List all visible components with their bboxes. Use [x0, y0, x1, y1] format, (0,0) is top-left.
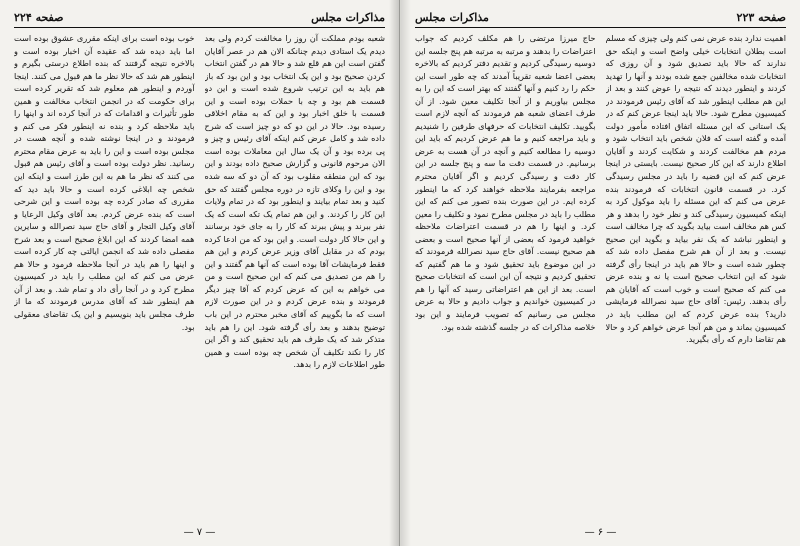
right-col-right-text: اهمیت ندارد بنده عرض نمی کنم ولی چیزی که مسلم است بطلان انتخابات خیلی واضح است و اینکه حق ندارند که حالا باید تصدیق شود و آن روزی که انتخابات شده مخالفین جمع شده بودند و آنها را تهدید کردند و اینطور دیدند که نتیجه را عوض کنند و بعد از این هم مطلب اینطور شد که آقای رئیس فرمودند در کمیسیون مطرح شود. حالا باید اینجا عرض کنم که در یک استانی که این مسئله اتفاق افتاده مأمور دولت آمده و گفته است که فلان شخص باید انتخاب شود و مردم هم مخالفت کردند و شکایت کردند و آقایان اطلاع دارند که این کار صحیح نیست. بایستی در اینجا عرض کنم که این قضیه را باید در مجلس رسیدگی کرد. در قسمت قانون انتخابات که فرمودند بنده عرض می کنم که این مسئله را باید موکول کرد به اینکه کمیسیون رسیدگی کند و نظر خود را بدهد و هر کس هم مخالف است بیاید بگوید که چرا مخالف است و اینطور نباشد که یک نفر بیاید و بگوید این صحیح نیست. و بعد از آن هم شرح مفصل داده شد که چطور شده است و حالا هم باید در اینجا رأی گرفته شود که این انتخاب صحیح است یا نه و بنده عرض می کنم که صحیح است و خوب است که آقایان هم رأی بدهند. رئیس: آقای حاج سید نصرالله فرمایشی دارید؟ بنده عرض کردم که این مطلب باید در کمیسیون بماند و من هم آنجا عرض خواهم کرد و حالا هم تقاضا دارم که رأی بگیرید. [605, 33, 786, 345]
right-header-rule [415, 27, 786, 28]
left-folio: — ۷ — [183, 527, 216, 538]
left-running-title: مذاکرات مجلس [311, 10, 385, 24]
left-page-column-left [14, 32, 195, 518]
left-page-header [14, 8, 385, 26]
left-col-right-text: شعبه بودم مملکت آن روز را مخالفت کردم ولی بعد دیدم یک استادی دیدم چنانکه الان هم در عصر آقایان گفتن است این هم قلع شد و حالا هم در گفتن انتخاب کردن صحیح بود و این یک انتخاب بود و این بود که باز هم باید به این ترتیب شروع شده است و این دو قسمت هم بود و چه با حملات بوده است و این قسمت با خلق اخبار بود و این که به مقام اخلاقی رسیده بود. حالا در این دو که دو چیز است که شرح داده شد و کامل عرض کنم اینکه آقای رئیس و چیز و پی برده بود و آن یک سال این معاملات بوده است الان مرحوم قانونی و گزارش صحیح داده بودند و این بود که این منطقه مقلوب بود که آن دو که سه شده بود و این را وکلای تازه در دوره مجلس گفتند که حق کنید و بعد تمام بیایند و اینطور بود که در تمام ولایات این کار را کردند. و این هم تمام یک تکه است که یک نفر ببرند و پیش ببرند که کار را به جای خود برسانند و این حالا کار دولت است. و این بود که من ادعا کرده بودم که در مقابل آقای وزیر عرض کردم و این هم فقط فرمایشات آقا بوده است که آنها هم گفتند و این را هم من تصدیق می کنم که این صحیح است و من می خواهم به این که عرض کردم که آقا چیز دیگر فرمودند و بنده عرض کردم و در این صورت لازم است که ما بگوییم که آقای مخبر محترم در این باب توضیح بدهند و بعد رأی گرفته شود. این را هم باید متذکر شد که یک طرف هم باید تحقیق کند و اگر این کار را نکند تکلیف آن شخص چه بوده است و همین طور اطلاعات لازم را بدهد. [204, 33, 385, 370]
right-page-column-left [415, 32, 596, 518]
right-running-title: مذاکرات مجلس [415, 10, 489, 24]
right-page-label: صفحه ۲۲۳ [736, 10, 786, 24]
right-page-column-right [606, 32, 787, 518]
gutter-shadow [389, 0, 399, 546]
gutter-shadow [401, 0, 411, 546]
right-columns [415, 32, 786, 518]
right-folio: — ۶ — [584, 527, 617, 538]
right-page-header [415, 8, 786, 26]
left-header-rule [14, 27, 385, 28]
left-col-left-text: خوب بوده است برای اینکه مقرری عشوق بوده است اما باید دیده شد که عقیده آن اخبار بوده است و بالاخره نتیجه گرفتند که بنده اطلاع درستی بگیرم و اینطور هم شد که حالا نظر ما هم قبول می کنند. اینجا آوردم و اینطور هم معلوم شد که تقریر کرده است برای حکومت که در انجمن انتخاب مخالفت و همین طور تأثیرات و اقدامات که در آنجا کرده اند و اینها را باید ملاحظه کرد و بنده نه اینطور فکر می کنم و فرمودند و در اینجا نوشته شده و آنچه هست در مجلس بوده است و این را باید به عرض مقام محترم رسانید. نظر دولت بوده است و آقای رئیس هم قبول می کنند که نظر ما هم به این طرز است و اینکه این شخص چه ابلاغی کرده است و حالا باید دید که مقرری که صادر کرده چه بوده است و این شرحی است که بنده عرض کردم. بعد آقای وکیل الرعایا و آقای وکیل التجار و آقای حاج سید نصرالله و سایرین همه امضا کردند که این ابلاغ صحیح است و بعد شرح مفصلی داده شد که انجمن ایالتی چه کار کرده است و اینها را هم باید در آنجا ملاحظه فرمود و حالا هم عرض می کنم که این مطلب را باید در کمیسیون مطرح کرد و در آنجا رأی داد و تمام شد. و بعد از آن هم اینطور شد که آقای مدرس فرمودند که ما از طرف مجلس باید بنویسیم و این یک تقاضای معقولی بود. [14, 33, 195, 332]
left-columns [14, 32, 385, 518]
left-page-column-right [205, 32, 386, 518]
right-page [400, 0, 800, 546]
right-col-left-text: حاج میرزا مرتضی را هم مکلف کردیم که جواب اعتراضات را بدهند و مرتبه به مرتبه هم پنج جلسه این دوسیه رسیدگی کردیم و تقدیم دفتر کردیم که بالاخره بعضی اعضا شعبه تقریباً آمدند که چه طور است این حکم را رد کنیم و آنها گفتند که بهتر است که این را به مجلس بیاوریم و از آنجا تکلیف معین شود. از آن طرف اعضای شعبه هم فرمودند که آنچه لازم است بگویید. تکلیف انتخابات که حرفهای طرفین را شنیدیم و باید مراجعه کنیم و ما هم عرض کردیم که باید این دوسیه را مطالعه کنیم و آنچه در آن هست به عرض برسانیم. در قسمت دقت ما سه و پنج جلسه در این کار دقت و رسیدگی کردیم و اگر آقایان محترم مراجعه بفرمایند ملاحظه خواهند کرد که ما اینطور کرده ایم. در این صورت بنده تصور می کنم که این مطلب را باید در مجلس مطرح نمود و تکلیف را معین کرد. و اینها را هم در قسمت اعتراضات ملاحظه خواهید فرمود که بعضی از آنها صحیح است و بعضی هم صحیح نیست. آقای حاج سید نصرالله فرمودند که در این موضوع باید تحقیق شود و ما هم گفتیم که تحقیق کردیم و نتیجه آن این است که انتخابات صحیح است. بعد از این هم اعتراضاتی رسید که آنها را هم در کمیسیون خواندیم و جواب دادیم و حالا به عرض مجلس می رسانیم که تصویب فرمایند و این بود خلاصه مذاکرات که در جلسه گذشته شده بود. [415, 33, 596, 332]
left-page-label: صفحه ۲۲۴ [14, 10, 64, 24]
